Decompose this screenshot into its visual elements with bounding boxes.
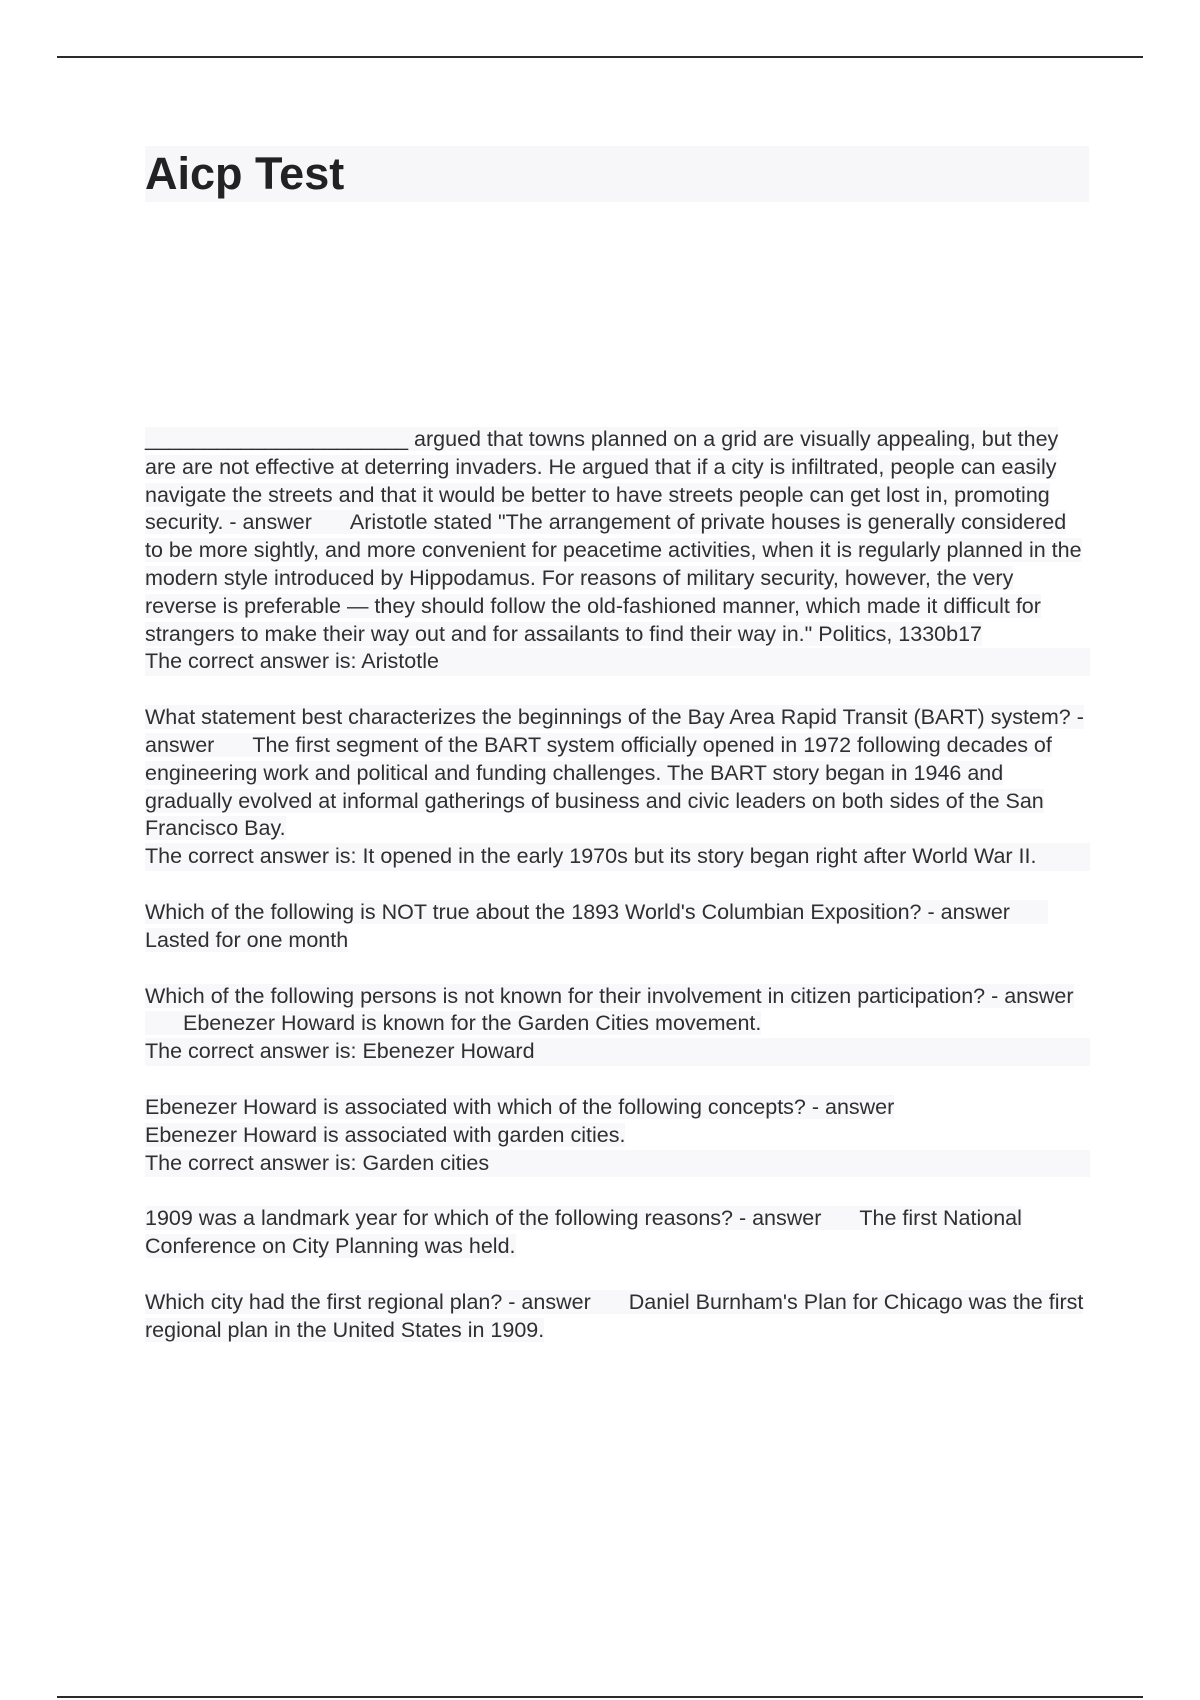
- question-text: Which of the following is NOT true about the 1893 World's Columbian Exposition? - answer: [145, 899, 1010, 924]
- correct-answer: The correct answer is: Ebenezer Howard: [145, 1038, 1090, 1066]
- qa-item: [145, 1094, 1090, 1177]
- correct-answer: The correct answer is: It opened in the early 1970s but its story began right after World War II.: [145, 843, 1090, 871]
- qa-item: [145, 704, 1090, 871]
- answer-text: Lasted for one month: [145, 927, 349, 952]
- correct-answer: The correct answer is: Aristotle: [145, 648, 1090, 676]
- qa-item: [145, 1205, 1090, 1261]
- document-title: Aicp Test: [145, 148, 345, 199]
- question-text: Which of the following persons is not known for their involvement in citizen participation? - answer: [145, 983, 1074, 1008]
- question-text: ______________________ argued that towns planned on a grid are visually appealing, but they are are not effective at deterring invaders. He argued that if a city is infiltrated, people can easily navigate the streets and that it would be better to have streets people can get lost in, promoting security. - answer: [145, 427, 1059, 535]
- qa-item: [145, 899, 1090, 955]
- question-text: Which city had the first regional plan? - answer: [145, 1289, 591, 1314]
- qa-item: [145, 1289, 1090, 1345]
- top-rule: [57, 56, 1143, 58]
- answer-text: Ebenezer Howard is known for the Garden Cities movement.: [183, 1011, 762, 1036]
- answer-text: Ebenezer Howard is associated with garden cities.: [145, 1122, 626, 1147]
- qa-item: [145, 983, 1090, 1066]
- answer-text: The first segment of the BART system officially opened in 1972 following decades of engineering work and political and funding challenges. The BART story began in 1946 and gradually evolved at informal gatherings of business and civic leaders on both sides of the San Francisco Bay.: [145, 732, 1052, 841]
- qa-item: [145, 426, 1090, 676]
- question-text: What statement best characterizes the beginnings of the Bay Area Rapid Transit (BART) system? - answer: [145, 705, 1084, 757]
- qa-list: [145, 426, 1090, 1373]
- bottom-rule: [57, 1696, 1143, 1698]
- question-text: 1909 was a landmark year for which of the following reasons? - answer: [145, 1206, 822, 1231]
- question-text: Ebenezer Howard is associated with which of the following concepts? - answer: [145, 1094, 895, 1119]
- answer-text: Aristotle stated "The arrangement of private houses is generally considered to be more sightly, and more convenient for peacetime activities, when it is regularly planned in the modern style introduced by Hippodamus. For reasons of military security, however, the very reverse is preferable — they should follow the old-fashioned manner, which made it difficult for strangers to make their way out and for assailants to find their way in." Politics, 1330b17: [145, 510, 1082, 646]
- correct-answer: The correct answer is: Garden cities: [145, 1150, 1090, 1178]
- answer-text: Daniel Burnham's Plan for Chicago was the first regional plan in the United States in 1909.: [145, 1289, 1084, 1342]
- answer-text: The first National Conference on City Planning was held.: [145, 1206, 1022, 1259]
